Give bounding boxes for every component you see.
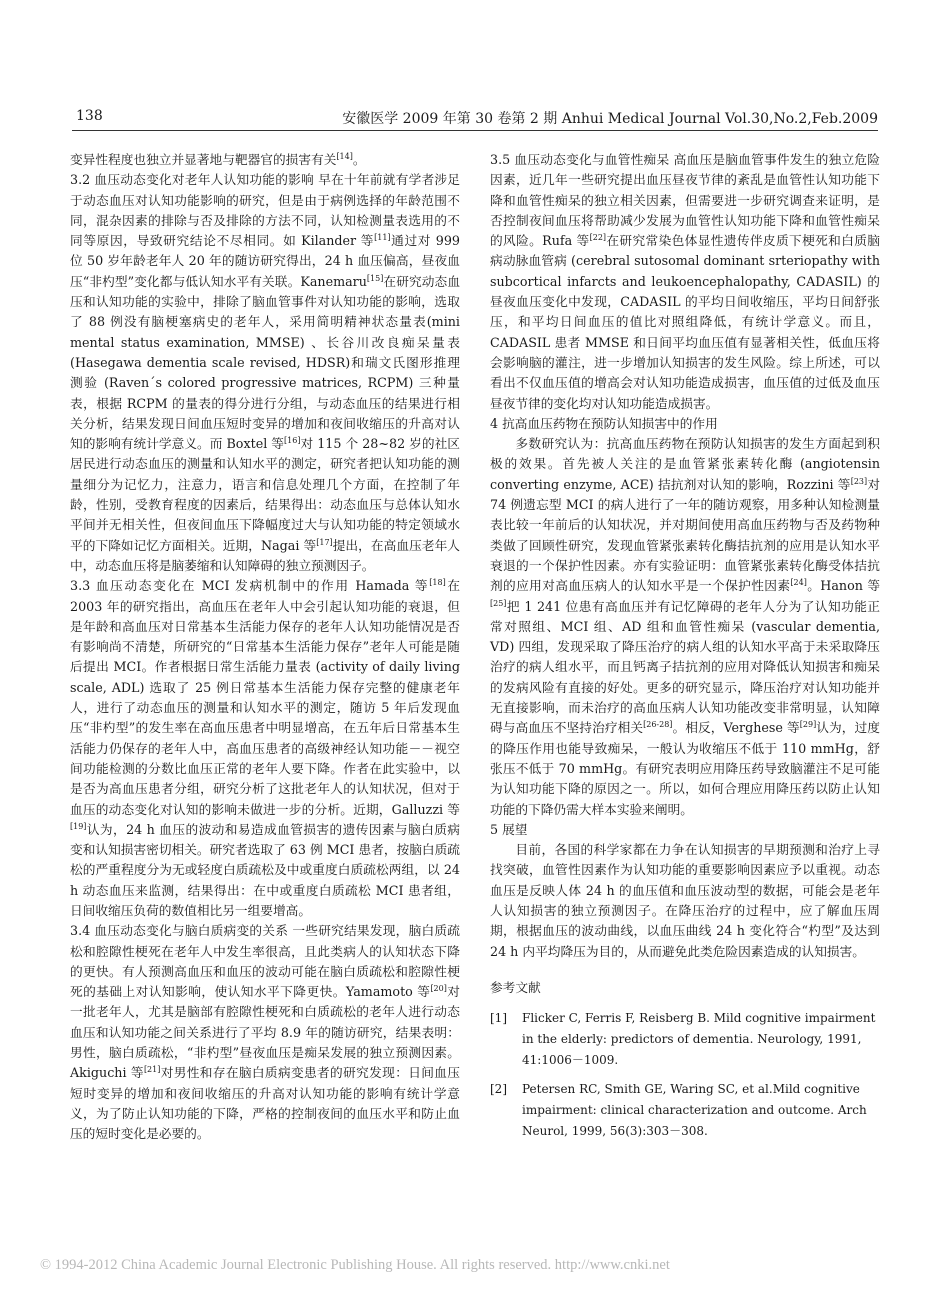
reference-text: Petersen RC, Smith GE, Waring SC, et al.Mild cognitive impairment: clinical characterization and outcome. Arch Neurol, 1999, 56(3):303－308.	[522, 1082, 867, 1139]
reference-item	[490, 1079, 880, 1142]
right-column	[490, 150, 880, 1150]
references-title: 参考文献	[490, 979, 541, 995]
running-header	[72, 108, 878, 131]
paragraph: 变异性程度也独立并显著地与靶器官的损害有关[14]。	[70, 151, 366, 167]
page-number: 138	[76, 108, 103, 124]
section-3-3: 3.3 血压动态变化在 MCI 发病机制中的作用 Hamada 等[18]在 2003 年的研究指出，高血压在老年人中会引起认知功能的衰退，但是年龄和高血压对日常基本生活能力保存的老年人认知功能情况是否有影响尚不清楚，所研究的“日常基本生活能力保存”老年人可能是随后提出 MCI。作者根据日常生活能力量表 (activity of daily living scale, ADL) 选取了 25 例日常基本生活能力保存完整的健康老年人，进行了动态血压的测量和认知水平的测定，随访 5 年后发现血压“非杓型”的发生率在高血压患者中明显增高，在五年后日常基本生活能力仍保存的老年人中，高血压患者的高级神经认知功能－－视空间功能检测的分数比血压正常的老年人要下降。作者在此实验中，以是否为高血压患者分组，研究分析了这批老年人的认知状况，但对于血压的动态变化对认知的影响未做进一步的分析。近期，Galluzzi 等[19]认为，24 h 血压的波动和易造成血管损害的遗传因素与脑白质病变和认知损害密切相关。研究者选取了 63 例 MCI 患者，按脑白质疏松的严重程度分为无或轻度白质疏松及中或重度白质疏松两组，以 24 h 动态血压来监测，结果得出：在中或重度白质疏松 MCI 患者组，日间收缩压负荷的数值相比另一组要增高。	[70, 578, 461, 918]
reference-number: [1]	[490, 1011, 507, 1026]
section-5-body: 目前，各国的科学家都在力争在认知损害的早期预测和治疗上寻找突破，血管性因素作为认知功能的重要影响因素应予以重视。动态血压是反映人体 24 h 的血压值和血压波动型的数据，可能会是老年人认知损害的独立预测因子。在降压治疗的过程中，应了解血压周期，根据血压的波动曲线，以血压曲线 24 h 变化符合“杓型”及达到 24 h 内平均降压为目的，从而避免此类危险因素造成的认知损害。	[490, 842, 880, 959]
reference-item	[490, 1008, 880, 1071]
section-5-heading: 5 展望	[490, 821, 528, 837]
left-column	[70, 150, 460, 1145]
section-4-heading: 4 抗高血压药物在预防认知损害中的作用	[490, 415, 718, 431]
reference-text: Flicker C, Ferris F, Reisberg B. Mild cognitive impairment in the elderly: predictors of dementia. Neurology, 1991, 41:1006－1009.	[522, 1011, 876, 1068]
section-3-5: 3.5 血压动态变化与血管性痴呆 高血压是脑血管事件发生的独立危险因素，近几年一些研究提出血压昼夜节律的紊乱是血管性认知功能下降和血管性痴呆的独立相关因素，但需要进一步研究调查来证明，是否控制夜间血压将帮助减少发展为血管性认知功能下降和血管性痴呆的风险。Rufa 等[22]在研究常染色体显性遗传伴皮质下梗死和白质脑病动脉血管病 (cerebral sutosomal dominant srteriopathy with subcortical infarcts and leukoencephalopathy, CADASIL) 的昼夜血压变化中发现，CADASIL 的平均日间收缩压，平均日间舒张压，和平均日间血压的值比对照组降低，有统计学意义。而且，CADASIL 患者 MMSE 和日间平均血压值有显著相关性，低血压将会影响脑的灌注，进一步增加认知损害的发生风险。综上所述，可以看出不仅血压值的增高会对认知功能造成损害，血压值的过低及血压昼夜节律的变化均对认知功能造成损害。	[490, 152, 880, 411]
journal-citation: 安徽医学 2009 年第 30 卷第 2 期 Anhui Medical Journal Vol.30,No.2,Feb.2009	[342, 111, 878, 127]
section-4-body: 多数研究认为：抗高血压药物在预防认知损害的发生方面起到积极的效果。首先被人关注的是血管紧张素转化酶 (angiotensin converting enzyme, ACE) 拮抗剂对认知的影响，Rozzini 等[23]对 74 例遗忘型 MCI 的病人进行了一年的随访观察，用多种认知检测量表比较一年前后的认知状况，并对期间使用高血压药物与否及药物种类做了回顾性研究，发现血管紧张素转化酶拮抗剂的应用是认知水平衰退的一个保护性因素。亦有实验证明：血管紧张素转化酶受体拮抗剂的应用对高血压病人的认知水平是一个保护性因素[24]。Hanon 等[25]把 1 241 位患有高血压并有记忆障碍的老年人分为了认知功能正常对照组、MCI 组、AD 组和血管性痴呆 (vascular dementia, VD) 四组，发现采取了降压治疗的病人组的认知水平高于未采取降压治疗的病人组水平，而且钙离子拮抗剂的应用对降低认知损害和痴呆的发病风险有直接的好处。更多的研究显示，降压治疗对认知功能并无直接影响，而未治疗的高血压病人认知功能改变非常明显，认知障碍与高血压不坚持治疗相关[26-28]。相反，Verghese 等[29]认为，过度的降压作用也能导致痴呆，一般认为收缩压不低于 110 mmHg，舒张压不低于 70 mmHg。有研究表明应用降压药导致脑灌注不足可能为认知功能下降的原因之一。所以，如何合理应用降压药以防止认知功能的下降仍需大样本实验来阐明。	[490, 436, 881, 817]
copyright-footer: © 1994-2012 China Academic Journal Electronic Publishing House. All rights reserved. http://www.cnki.net	[40, 1257, 670, 1273]
reference-number: [2]	[490, 1082, 507, 1097]
section-3-4: 3.4 血压动态变化与脑白质病变的关系 一些研究结果发现，脑白质疏松和腔隙性梗死在老年人中发生率很高，且此类病人的认知状态下降的更快。有人预测高血压和血压的波动可能在脑白质疏松和腔隙性梗死的基础上对认知影响，使认知水平下降更快。Yamamoto 等[20]对一批老年人，尤其是脑部有腔隙性梗死和白质疏松的老年人进行动态血压和认知功能之间关系进行了平均 8.9 年的随访研究，结果表明：男性，脑白质疏松，“非杓型”昼夜血压是痴呆发展的独立预测因素。Akiguchi 等[21]对男性和存在脑白质病变患者的研究发现：日间血压短时变异的增加和夜间收缩压的升高对认知功能的影响有统计学意义，为了防止认知功能的下降，严格的控制夜间的血压水平和防止血压的短时变化是必要的。	[70, 923, 460, 1142]
section-3-2: 3.2 血压动态变化对老年人认知功能的影响 早在十年前就有学者涉足于动态血压对认知功能影响的研究，但是由于病例选择的年龄范围不同，混杂因素的排除与否及排除的方法不同，认知检测量表选用的不同等原因，导致研究结论不尽相同。如 Kilander 等[11]通过对 999 位 50 岁年龄老年人 20 年的随访研究得出，24 h 血压偏高，昼夜血压“非杓型”变化都与低认知水平有关联。Kanemaru[15]在研究动态血压和认知功能的实验中，排除了脑血管事件对认知功能的影响，选取了 88 例没有脑梗塞病史的老年人，采用简明精神状态量表(mini mental status examination, MMSE) 、长谷川改良痴呆量表(Hasegawa dementia scale revised, HDSR)和瑞文氏图形推理测验 (Raven´s colored progressive matrices, RCPM) 三种量表，根据 RCPM 的量表的得分进行分组，与动态血压的结果进行相关分析，结果发现日间血压短时变异的增加和夜间收缩压的升高对认知的影响有统计学意义。而 Boxtel 等[16]对 115 个 28~82 岁的社区居民进行动态血压的测量和认知水平的测定，研究者把认知功能的测量细分为记忆力，注意力，语言和信息处理几个方面，在控制了年龄，性别，受教育程度的因素后，结果得出：动态血压与总体认知水平间并无相关性，但夜间血压下降幅度过大与认知功能的特定领域水平的下降如记忆方面相关。近期，Nagai 等[17]提出，在高血压老年人中，动态血压将是脑萎缩和认知障碍的独立预测因子。	[70, 172, 461, 573]
